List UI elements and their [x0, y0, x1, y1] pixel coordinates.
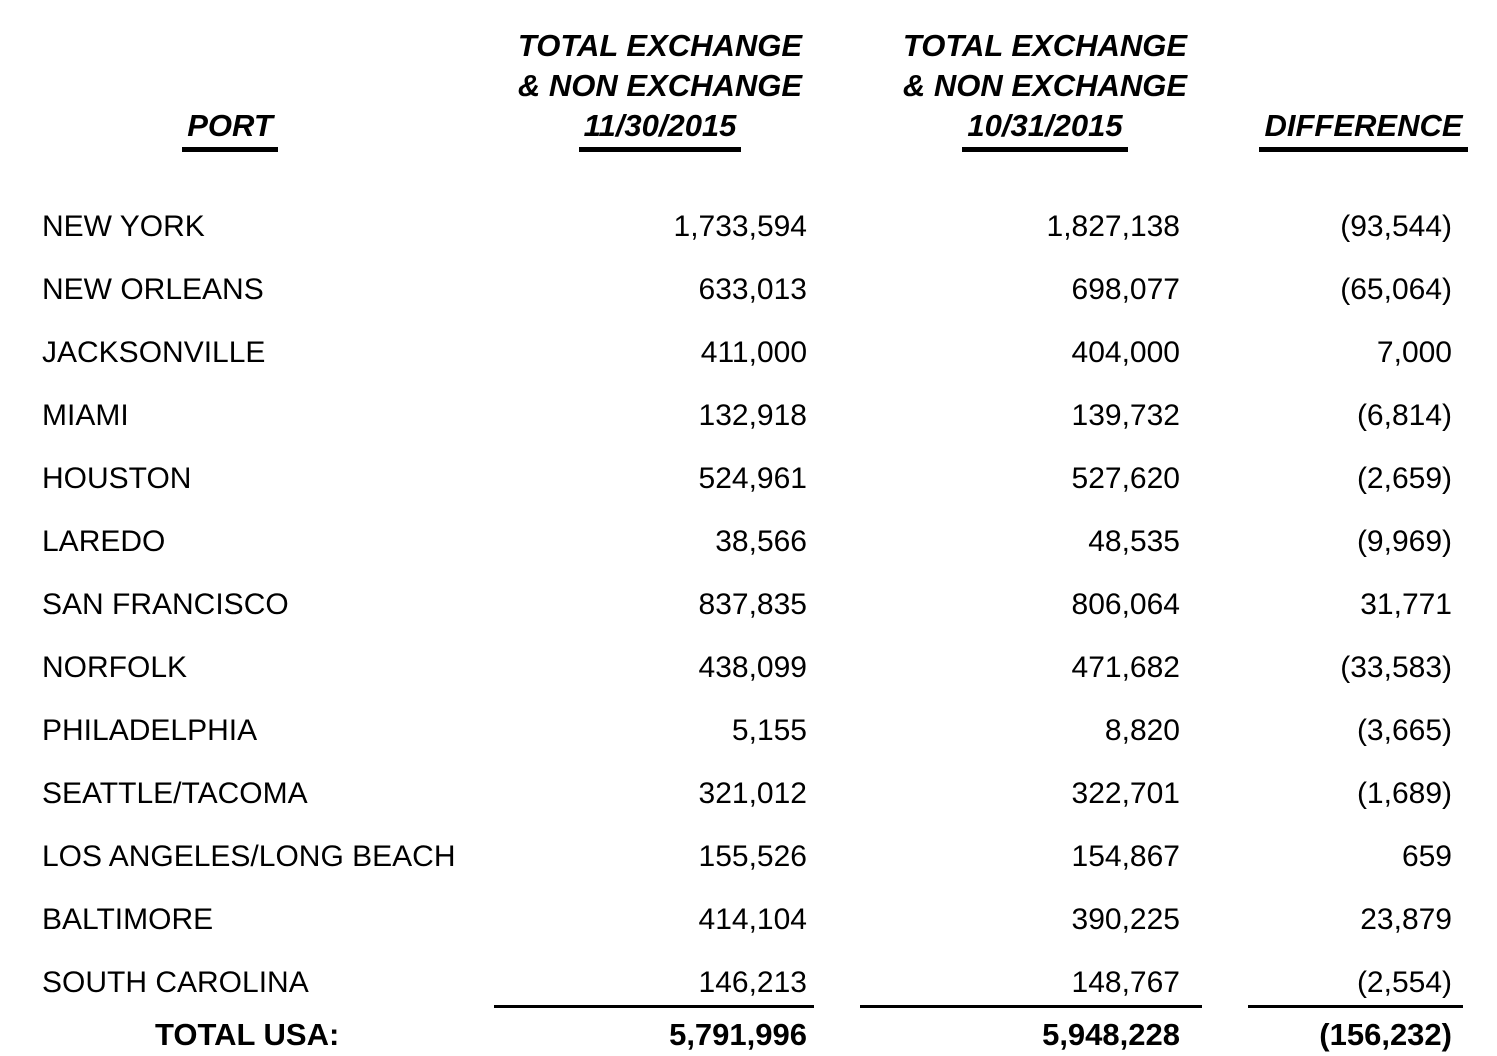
table-row — [0, 636, 1497, 699]
oct-header-line1: TOTAL EXCHANGE — [902, 28, 1188, 63]
port-name-cell: SOUTH CAROLINA — [42, 966, 309, 999]
difference-value-cell: (65,064) — [1340, 273, 1452, 306]
oct-value-cell: 8,820 — [1104, 714, 1180, 747]
difference-value-cell: 659 — [1401, 840, 1452, 873]
nov-value-cell: 38,566 — [715, 525, 807, 558]
difference-value-cell: (1,689) — [1356, 777, 1452, 810]
oct-column-header — [860, 0, 1230, 152]
oct-value-cell: 48,535 — [1088, 525, 1180, 558]
nov-column-header — [460, 0, 860, 152]
port-name-cell: NEW YORK — [42, 210, 205, 243]
oct-value-cell: 527,620 — [1071, 462, 1180, 495]
port-name-cell: LOS ANGELES/LONG BEACH — [42, 840, 456, 873]
nov-value-cell: 155,526 — [698, 840, 807, 873]
oct-value-cell: 806,064 — [1071, 588, 1180, 621]
table-row — [0, 321, 1497, 384]
nov-value-cell: 132,918 — [698, 399, 807, 432]
port-table-body — [0, 152, 1497, 1014]
difference-value-cell: (33,583) — [1340, 651, 1452, 684]
nov-value-cell: 837,835 — [698, 588, 807, 621]
oct-value-cell: 390,225 — [1071, 903, 1180, 936]
table-header — [0, 0, 1497, 152]
difference-value-cell: (2,554) — [1230, 951, 1497, 1014]
port-name-cell: PHILADELPHIA — [42, 714, 258, 747]
nov-header-line2: & NON EXCHANGE — [517, 68, 803, 103]
oct-header-date: 10/31/2015 — [962, 109, 1127, 152]
port-header-label: PORT — [182, 109, 278, 152]
nov-value-cell: 1,733,594 — [673, 210, 807, 243]
port-name-cell: SEATTLE/TACOMA — [42, 777, 308, 810]
port-name-cell: BALTIMORE — [42, 903, 214, 936]
nov-value-cell: 146,213 — [460, 951, 860, 1014]
nov-value-cell: 321,012 — [698, 777, 807, 810]
table-row — [0, 384, 1497, 447]
total-oct-cell: 5,948,228 — [1042, 1017, 1180, 1052]
total-label-cell: TOTAL USA: — [155, 1017, 340, 1052]
port-name-cell: HOUSTON — [42, 462, 192, 495]
nov-header-date: 11/30/2015 — [579, 109, 742, 152]
port-name-cell: LAREDO — [42, 525, 166, 558]
oct-value-cell: 1,827,138 — [1046, 210, 1180, 243]
difference-value-cell: (6,814) — [1356, 399, 1452, 432]
total-nov-cell: 5,791,996 — [669, 1017, 807, 1052]
table-row — [0, 699, 1497, 762]
nov-value-cell: 5,155 — [731, 714, 807, 747]
nov-header-line1: TOTAL EXCHANGE — [517, 28, 803, 63]
table-row — [0, 573, 1497, 636]
port-name-cell: NEW ORLEANS — [42, 273, 264, 306]
oct-value-cell: 148,767 — [860, 951, 1230, 1014]
port-name-cell: JACKSONVILLE — [42, 336, 266, 369]
difference-header-label: DIFFERENCE — [1259, 109, 1467, 152]
oct-value-cell: 404,000 — [1071, 336, 1180, 369]
table-header-row — [0, 0, 1497, 152]
difference-value-cell: (9,969) — [1356, 525, 1452, 558]
difference-value-cell: 23,879 — [1360, 903, 1452, 936]
table-row — [0, 510, 1497, 573]
table-row — [0, 762, 1497, 825]
nov-value-cell: 524,961 — [698, 462, 807, 495]
table-footer — [0, 1014, 1497, 1056]
total-difference-cell: (156,232) — [1319, 1017, 1452, 1052]
table-row — [0, 951, 1497, 1014]
difference-value-cell: (2,659) — [1356, 462, 1452, 495]
oct-header-line2: & NON EXCHANGE — [902, 68, 1188, 103]
difference-value-cell: 31,771 — [1360, 588, 1452, 621]
table-row — [0, 447, 1497, 510]
difference-column-header — [1230, 0, 1497, 152]
nov-value-cell: 633,013 — [698, 273, 807, 306]
port-name-cell: SAN FRANCISCO — [42, 588, 289, 621]
difference-value-cell: 7,000 — [1376, 336, 1452, 369]
table-row — [0, 258, 1497, 321]
nov-value-cell: 438,099 — [698, 651, 807, 684]
nov-value-cell: 414,104 — [698, 903, 807, 936]
oct-value-cell: 139,732 — [1071, 399, 1180, 432]
nov-value-cell: 411,000 — [700, 336, 807, 369]
oct-value-cell: 471,682 — [1071, 651, 1180, 684]
difference-value-cell: (93,544) — [1340, 210, 1452, 243]
table-row — [0, 888, 1497, 951]
oct-header-line3-wrap — [860, 106, 1230, 152]
oct-value-cell: 322,701 — [1071, 777, 1180, 810]
port-name-cell: NORFOLK — [42, 651, 188, 684]
port-name-cell: MIAMI — [42, 399, 129, 432]
oct-value-cell: 698,077 — [1071, 273, 1180, 306]
nov-header-line3-wrap — [460, 106, 860, 152]
difference-value-cell: (3,665) — [1356, 714, 1452, 747]
oct-value-cell: 154,867 — [1071, 840, 1180, 873]
table-row — [0, 152, 1497, 258]
total-row — [0, 1014, 1497, 1056]
table-row — [0, 825, 1497, 888]
port-column-header — [0, 0, 460, 152]
